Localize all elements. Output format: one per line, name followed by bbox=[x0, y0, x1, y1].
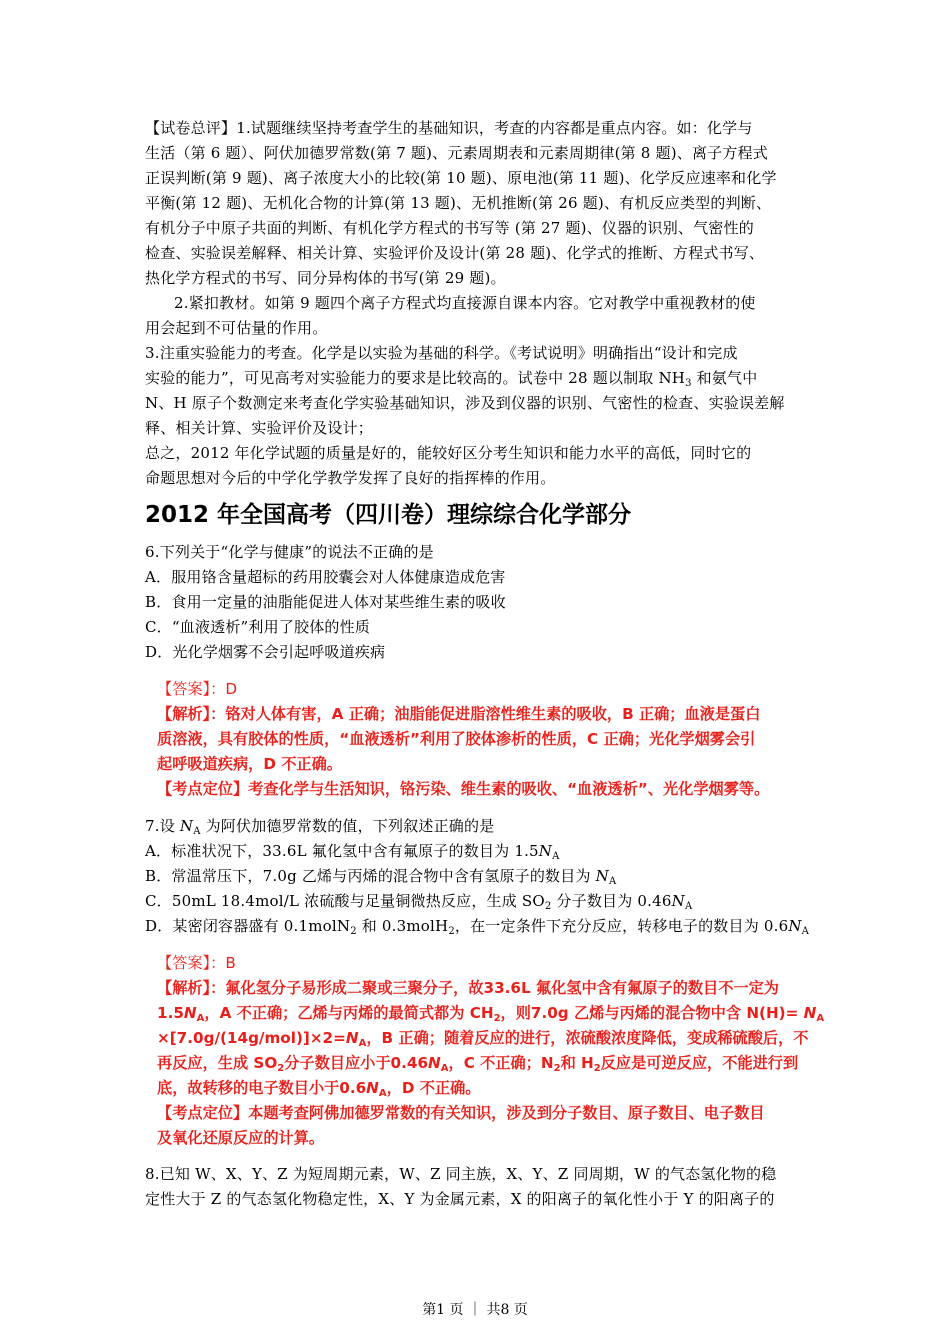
q7-option-c: C．50mL 18.4mol/L 浓硫酸与足量铜微热反应，生成 $SO_2$ 分子数目为 $0.46N_A$ bbox=[145, 892, 693, 912]
summary-line: 有机分子中原子共面的判断、有机化学方程式的书写等 (第 27 题)、仪器的识别、气密性的 bbox=[145, 219, 754, 237]
summary-line: 正误判断(第 9 题)、离子浓度大小的比较(第 10 题)、原电池(第 11 题)、化学反应速率和化学 bbox=[145, 169, 777, 187]
q6-explanation: 质溶液，具有胶体的性质，“血液透析”利用了胶体渗析的性质，C 正确；光化学烟雾会引 bbox=[157, 730, 756, 748]
q6-stem: 6.下列关于“化学与健康”的说法不正确的是 bbox=[145, 543, 434, 561]
q7-key-point: 【考点定位】本题考查阿佛加德罗常数的有关知识，涉及到分子数目、原子数目、电子数目 bbox=[157, 1104, 765, 1122]
summary-line: 3.注重实验能力的考查。化学是以实验为基础的科学。《考试说明》明确指出“设计和完成 bbox=[145, 344, 738, 362]
q7-explanation: 【解析】：氟化氢分子易形成二聚或三聚分子，故33.6L 氟化氢中含有氟原子的数目不一定为 bbox=[157, 979, 779, 997]
q7-explanation: $\times[7.0g/(14g/mol)]\times 2=N_A$，B 正确；随着反应的进行，浓硫酸浓度降低，变成稀硫酸后，不 bbox=[157, 1029, 809, 1049]
q7-stem: 7.设 $N_A$ 为阿伏加德罗常数的值，下列叙述正确的是 bbox=[145, 817, 495, 837]
summary-line: 检查、实验误差解释、相关计算、实验评价及设计(第 28 题)、化学式的推断、方程式书写、 bbox=[145, 244, 765, 262]
summary-line: N、H 原子个数测定来考查化学实验基础知识，涉及到仪器的识别、气密性的检查、实验误差解 bbox=[145, 394, 785, 412]
q6-option-b: B．食用一定量的油脂能促进人体对某些维生素的吸收 bbox=[145, 593, 506, 611]
summary-line: 释、相关计算、实验评价及设计； bbox=[145, 419, 374, 437]
q6-option-a: A．服用铬含量超标的药用胶囊会对人体健康造成危害 bbox=[145, 568, 506, 586]
q6-option-d: D．光化学烟雾不会引起呼吸道疾病 bbox=[145, 643, 386, 661]
q7-explanation: 再反应，生成 $SO_2$分子数目应小于$0.46N_A$，C 不正确；$N_2$和 $H_2$反应是可逆反应，不能进行到 bbox=[157, 1054, 799, 1074]
q8-stem: 8.已知 W、X、Y、Z 为短周期元素，W、Z 同主族，X、Y、Z 同周期，W 的气态氢化物的稳 bbox=[145, 1165, 777, 1183]
q6-key-point: 【考点定位】考查化学与生活知识，铬污染、维生素的吸收、“血液透析”、光化学烟雾等。 bbox=[157, 780, 770, 798]
summary-line: 【试卷总评】1.试题继续坚持考查学生的基础知识，考查的内容都是重点内容。如：化学与 bbox=[145, 119, 753, 137]
summary-line: 热化学方程式的书写、同分异构体的书写(第 29 题)。 bbox=[145, 269, 506, 287]
section-title: 2012 年全国高考（四川卷）理综综合化学部分 bbox=[145, 502, 632, 528]
summary-line: 用会起到不可估量的作用。 bbox=[145, 319, 328, 337]
q7-option-b: B．常温常压下，7.0g 乙烯与丙烯的混合物中含有氢原子的数目为 $N_A$ bbox=[145, 867, 617, 887]
summary-line: 2.紧扣教材。如第 9 题四个离子方程式均直接源自课本内容。它对教学中重视教材的使 bbox=[174, 294, 756, 312]
q7-option-d: D．某密闭容器盛有 0.1molN$_2$ 和 0.3molH$_2$，在一定条件下充分反应，转移电子的数目为 $0.6N_A$ bbox=[145, 917, 810, 937]
q7-answer: 【答案】：B bbox=[157, 954, 236, 972]
q6-option-c: C．“血液透析”利用了胶体的性质 bbox=[145, 618, 371, 636]
q7-explanation: 底，故转移的电子数目小于$0.6N_A$，D 不正确。 bbox=[157, 1079, 481, 1099]
q7-key-point: 及氧化还原反应的计算。 bbox=[157, 1129, 325, 1147]
q6-answer: 【答案】：D bbox=[157, 680, 238, 698]
page-footer: 第1 页 ｜ 共8 页 bbox=[422, 1302, 528, 1318]
q6-explanation: 起呼吸道疾病，D 不正确。 bbox=[157, 755, 342, 773]
q6-explanation: 【解析】：铬对人体有害，A 正确；油脂能促进脂溶性维生素的吸收，B 正确；血液是蛋白 bbox=[157, 705, 761, 723]
summary-line: 生活（第 6 题）、阿伏加德罗常数(第 7 题)、元素周期表和元素周期律(第 8 题)、离子方程式 bbox=[145, 144, 768, 162]
summary-line: 实验的能力”，可见高考对实验能力的要求是比较高的。试卷中 28 题以制取 $NH_3$ 和氨气中 bbox=[145, 369, 758, 389]
summary-line: 命题思想对今后的中学化学教学发挥了良好的指挥棒的作用。 bbox=[145, 469, 556, 487]
summary-line: 总之，2012 年化学试题的质量是好的，能较好区分考生知识和能力水平的高低，同时它的 bbox=[145, 444, 752, 462]
q8-stem: 定性大于 Z 的气态氢化物稳定性，X、Y 为金属元素，X 的阳离子的氧化性小于 Y 的阳离子的 bbox=[145, 1190, 775, 1208]
q7-explanation: $1.5N_A$，A 不正确；乙烯与丙烯的最简式都为 $CH_2$，则7.0g 乙烯与丙烯的混合物中含 $N(H)= N_A$ bbox=[157, 1004, 825, 1024]
summary-line: 平衡(第 12 题)、无机化合物的计算(第 13 题)、无机推断(第 26 题)、有机反应类型的判断、 bbox=[145, 194, 772, 212]
q7-option-a: A．标准状况下，33.6L 氟化氢中含有氟原子的数目为 $1.5N_A$ bbox=[145, 842, 560, 862]
